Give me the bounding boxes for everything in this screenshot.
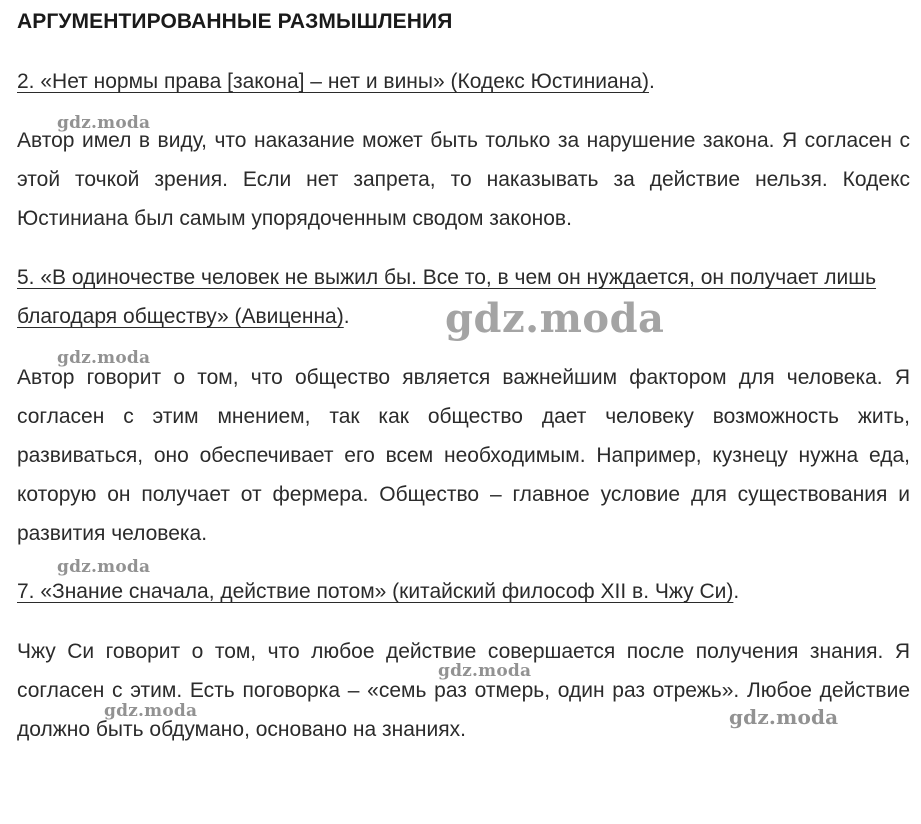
quote-2 (17, 62, 910, 101)
quote-7-text: 7. «Знание сначала, действие потом» (китайский философ XII в. Чжу Си) (17, 580, 734, 603)
quote-2-text: 2. «Нет нормы права [закона] – нет и вины» (Кодекс Юстиниана) (17, 70, 649, 93)
page-title: АРГУМЕНТИРОВАННЫЕ РАЗМЫШЛЕНИЯ (17, 10, 453, 33)
watermark: gdz.moda (57, 557, 151, 577)
watermark: gdz.moda (438, 661, 532, 681)
answer-7: Чжу Си говорит о том, что любое действие совершается после получения знания. Я согласен с этим. Есть поговорка – «семь раз отмерь, один раз отрежь». Любое действие должно быть обдумано, основано на знаниях. (17, 640, 910, 741)
quote-7-period: . (733, 580, 740, 603)
answer-2: Автор имел в виду, что наказание может быть только за нарушение закона. Я согласен с этой точкой зрения. Если нет запрета, то наказывать за действие нельзя. Кодекс Юстиниана был самым упорядоченным сводом законов. (17, 129, 910, 230)
watermark: gdz.moda (104, 701, 198, 721)
answer-5: Автор говорит о том, что общество является важнейшим фактором для человека. Я согласен с этим мнением, так как общество дает человеку возможность жить, развиваться, оно обеспечивает его всем необходимым. Например, кузнецу нужна еда, которую он получает от фермера. Общество – главное условие для существования и развития человека. (17, 366, 910, 545)
watermark: gdz.moda (729, 705, 839, 729)
quote-2-period: . (648, 70, 655, 93)
watermark-large: gdz.moda (445, 295, 665, 342)
watermark: gdz.moda (57, 113, 151, 133)
quote-7 (17, 572, 910, 611)
quote-5-text: 5. «В одиночестве человек не выжил бы. Все то, в чем он нуждается, он получает лишь благодаря обществу» (Авиценна) (17, 266, 877, 328)
quote-5-period: . (343, 305, 350, 328)
watermark: gdz.moda (57, 348, 151, 368)
